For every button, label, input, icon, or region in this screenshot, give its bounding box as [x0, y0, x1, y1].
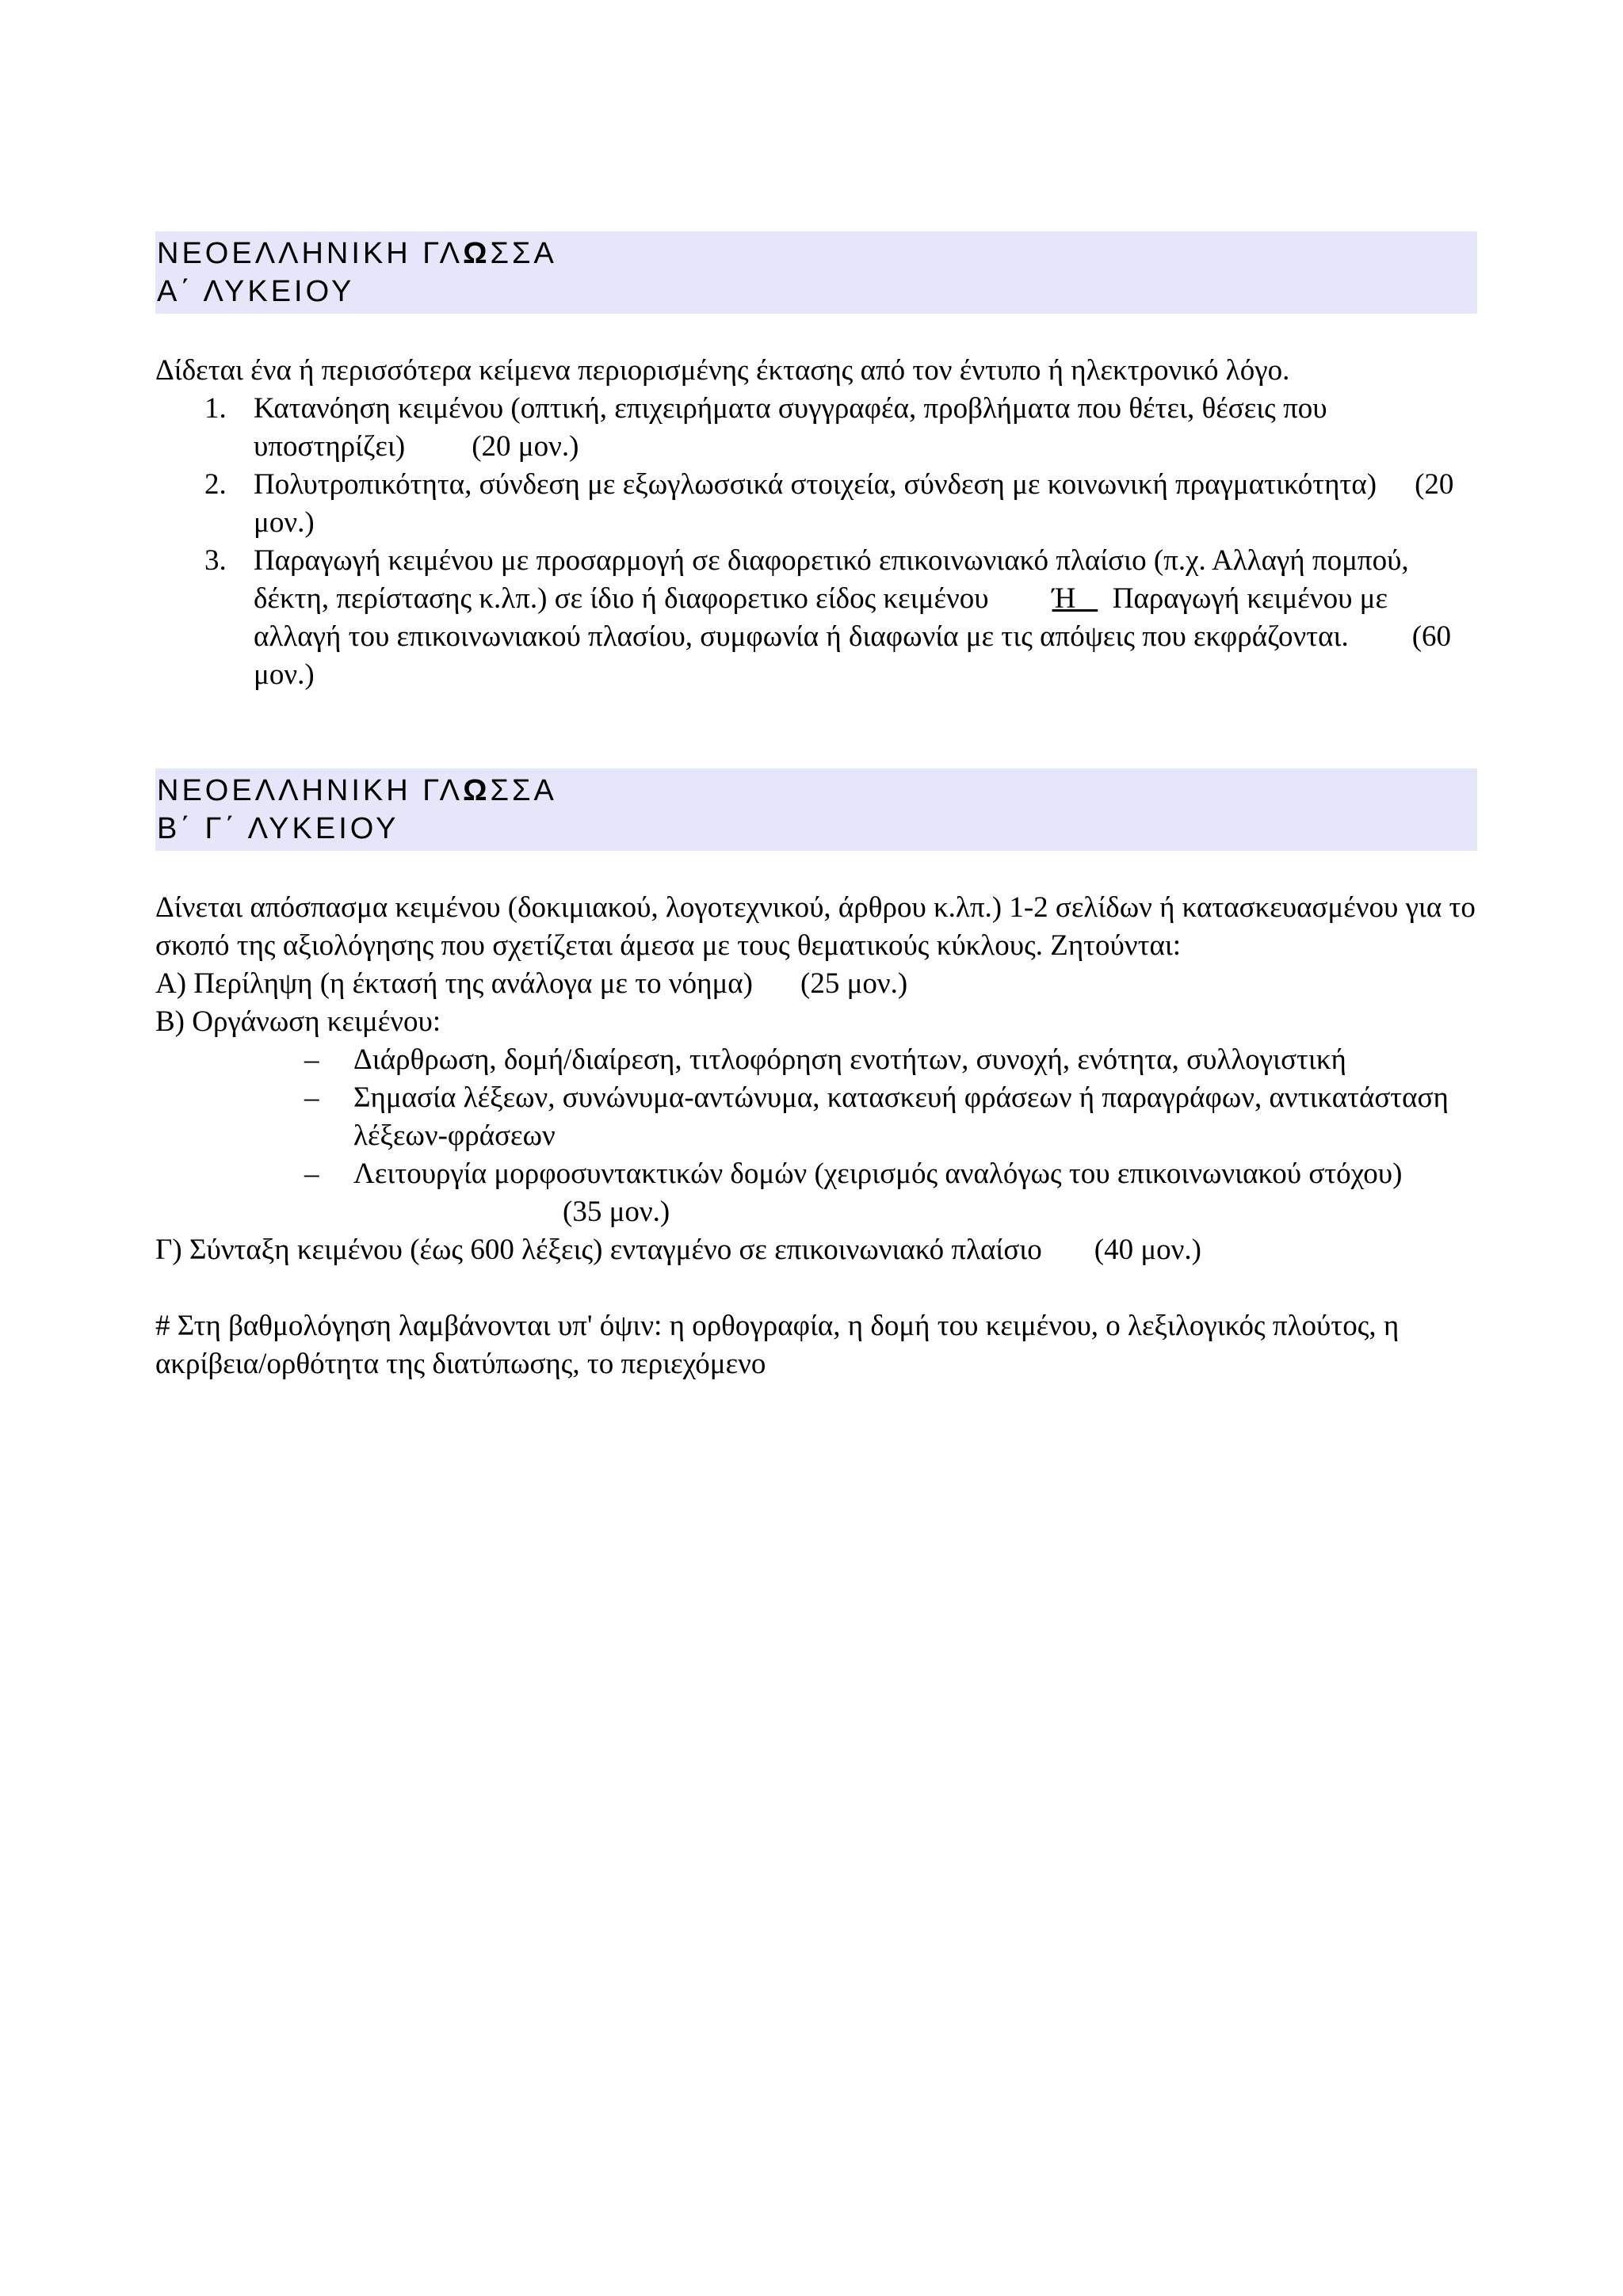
dash-bullet: – — [304, 1081, 319, 1114]
section-b-heading-line2: Β΄ Γ΄ ΛΥΚΕΙΟΥ — [157, 812, 399, 845]
grading-note: # Στη βαθμολόγηση λαμβάνονται υπ' όψιν: η ορθογραφία, η δομή του κειμένου, ο λεξιλογικός πλούτος, η ακρίβεια/ορθότητα της διατύπωσης, το περιεχόμενο — [155, 1310, 1400, 1380]
list-item-text: Παραγωγή κειμένου με αλλαγή του επικοινωνιακού πλασίου, συμφωνία ή διαφωνία με τις απόψεις που εκφράζονται. — [254, 582, 1388, 653]
list-item-number: 1. — [204, 392, 227, 425]
part-a-points: (25 μον.) — [800, 967, 908, 1000]
part-b: Β) Οργάνωση κειμένου: — [155, 1005, 441, 1038]
section-b — [155, 769, 1477, 1383]
heading-text: ΣΣΑ — [490, 237, 557, 270]
part-c-text: Γ) Σύνταξη κειμένου (έως 600 λέξεις) ενταγμένο σε επικοινωνιακό πλαίσιο — [155, 1234, 1042, 1266]
dash-bullet: – — [304, 1043, 319, 1076]
section-b-body — [155, 889, 1477, 1383]
list-item — [155, 1079, 1477, 1155]
section-a — [155, 231, 1477, 694]
heading-bold-letter: Ω — [463, 774, 491, 807]
or-word-text: Ή — [1052, 582, 1076, 615]
list-item — [155, 1155, 1477, 1231]
list-item-points: (60 μον.) — [254, 620, 1452, 691]
heading-bold-letter: Ω — [463, 237, 491, 270]
spacer — [155, 1269, 1477, 1307]
list-item — [155, 466, 1477, 542]
list-item-points: (20 μον.) — [472, 430, 579, 463]
part-a-text: Α) Περίληψη (η έκτασή της ανάλογα με το νόημα) — [155, 967, 754, 1000]
section-a-heading-line1 — [157, 235, 1476, 273]
list-item-text: Πολυτροπικότητα, σύνδεση με εξωγλωσσικά στοιχεία, σύνδεση με κοινωνική πραγματικότητα) — [254, 468, 1377, 501]
section-b-heading-line1 — [157, 772, 1476, 810]
heading-text: ΝΕΟΕΛΛΗΝΙΚΗ ΓΛ — [157, 237, 464, 270]
part-c — [155, 1231, 1477, 1269]
list-item-number: 2. — [204, 468, 227, 501]
list-item-points: (35 μον.) — [563, 1196, 670, 1228]
list-item-text: Σημασία λέξεων, συνώνυμα-αντώνυμα, κατασκευή φράσεων ή παραγράφων, αντικατάσταση λέξεων-φράσεων — [353, 1081, 1449, 1152]
section-a-body — [155, 352, 1477, 694]
or-word — [1052, 582, 1098, 615]
dash-bullet: – — [304, 1158, 319, 1190]
list-item-points: (20 μον.) — [254, 468, 1454, 539]
heading-text: ΝΕΟΕΛΛΗΝΙΚΗ ΓΛ — [157, 774, 464, 807]
section-a-intro: Δίδεται ένα ή περισσότερα κείμενα περιορισμένης έκτασης από τον έντυπο ή ηλεκτρονικό λόγο. — [155, 354, 1290, 387]
list-item-text: Λειτουργία μορφοσυντακτικών δομών (χειρισμός αναλόγως του επικοινωνιακού στόχου) — [353, 1158, 1403, 1190]
section-a-heading-line2: Α΄ ΛΥΚΕΙΟΥ — [157, 275, 355, 308]
section-a-heading — [155, 231, 1477, 314]
part-a — [155, 965, 1477, 1003]
section-a-list — [155, 390, 1477, 694]
list-item — [155, 390, 1477, 466]
part-b-list — [155, 1041, 1477, 1231]
list-item-text: Παραγωγή κειμένου με προσαρμογή σε διαφορετικό επικοινωνιακό πλαίσιο (π.χ. Αλλαγή πομπού, δέκτη, περίστασης κ.λπ.) σε ίδιο ή διαφορετικο είδος κειμένου — [254, 544, 1409, 615]
list-item — [155, 542, 1477, 694]
list-item-number: 3. — [204, 544, 227, 577]
heading-text: ΣΣΑ — [490, 774, 557, 807]
list-item — [155, 1041, 1477, 1079]
section-b-heading — [155, 769, 1477, 851]
list-item-text: Διάρθρωση, δομή/διαίρεση, τιτλοφόρηση ενοτήτων, συνοχή, ενότητα, συλλογιστική — [353, 1043, 1346, 1076]
part-c-points: (40 μον.) — [1094, 1234, 1201, 1266]
section-b-intro: Δίνεται απόσπασμα κειμένου (δοκιμιακού, λογοτεχνικού, άρθρου κ.λπ.) 1-2 σελίδων ή κατασκευασμένου για το σκοπό της αξιολόγησης που σχετίζεται άμεσα με τους θεματικούς κύκλους. Ζητούνται: — [155, 891, 1476, 962]
list-item-text: Κατανόηση κειμένου (οπτική, επιχειρήματα συγγραφέα, προβλήματα που θέτει, θέσεις που υποστηρίζει) — [254, 392, 1327, 463]
